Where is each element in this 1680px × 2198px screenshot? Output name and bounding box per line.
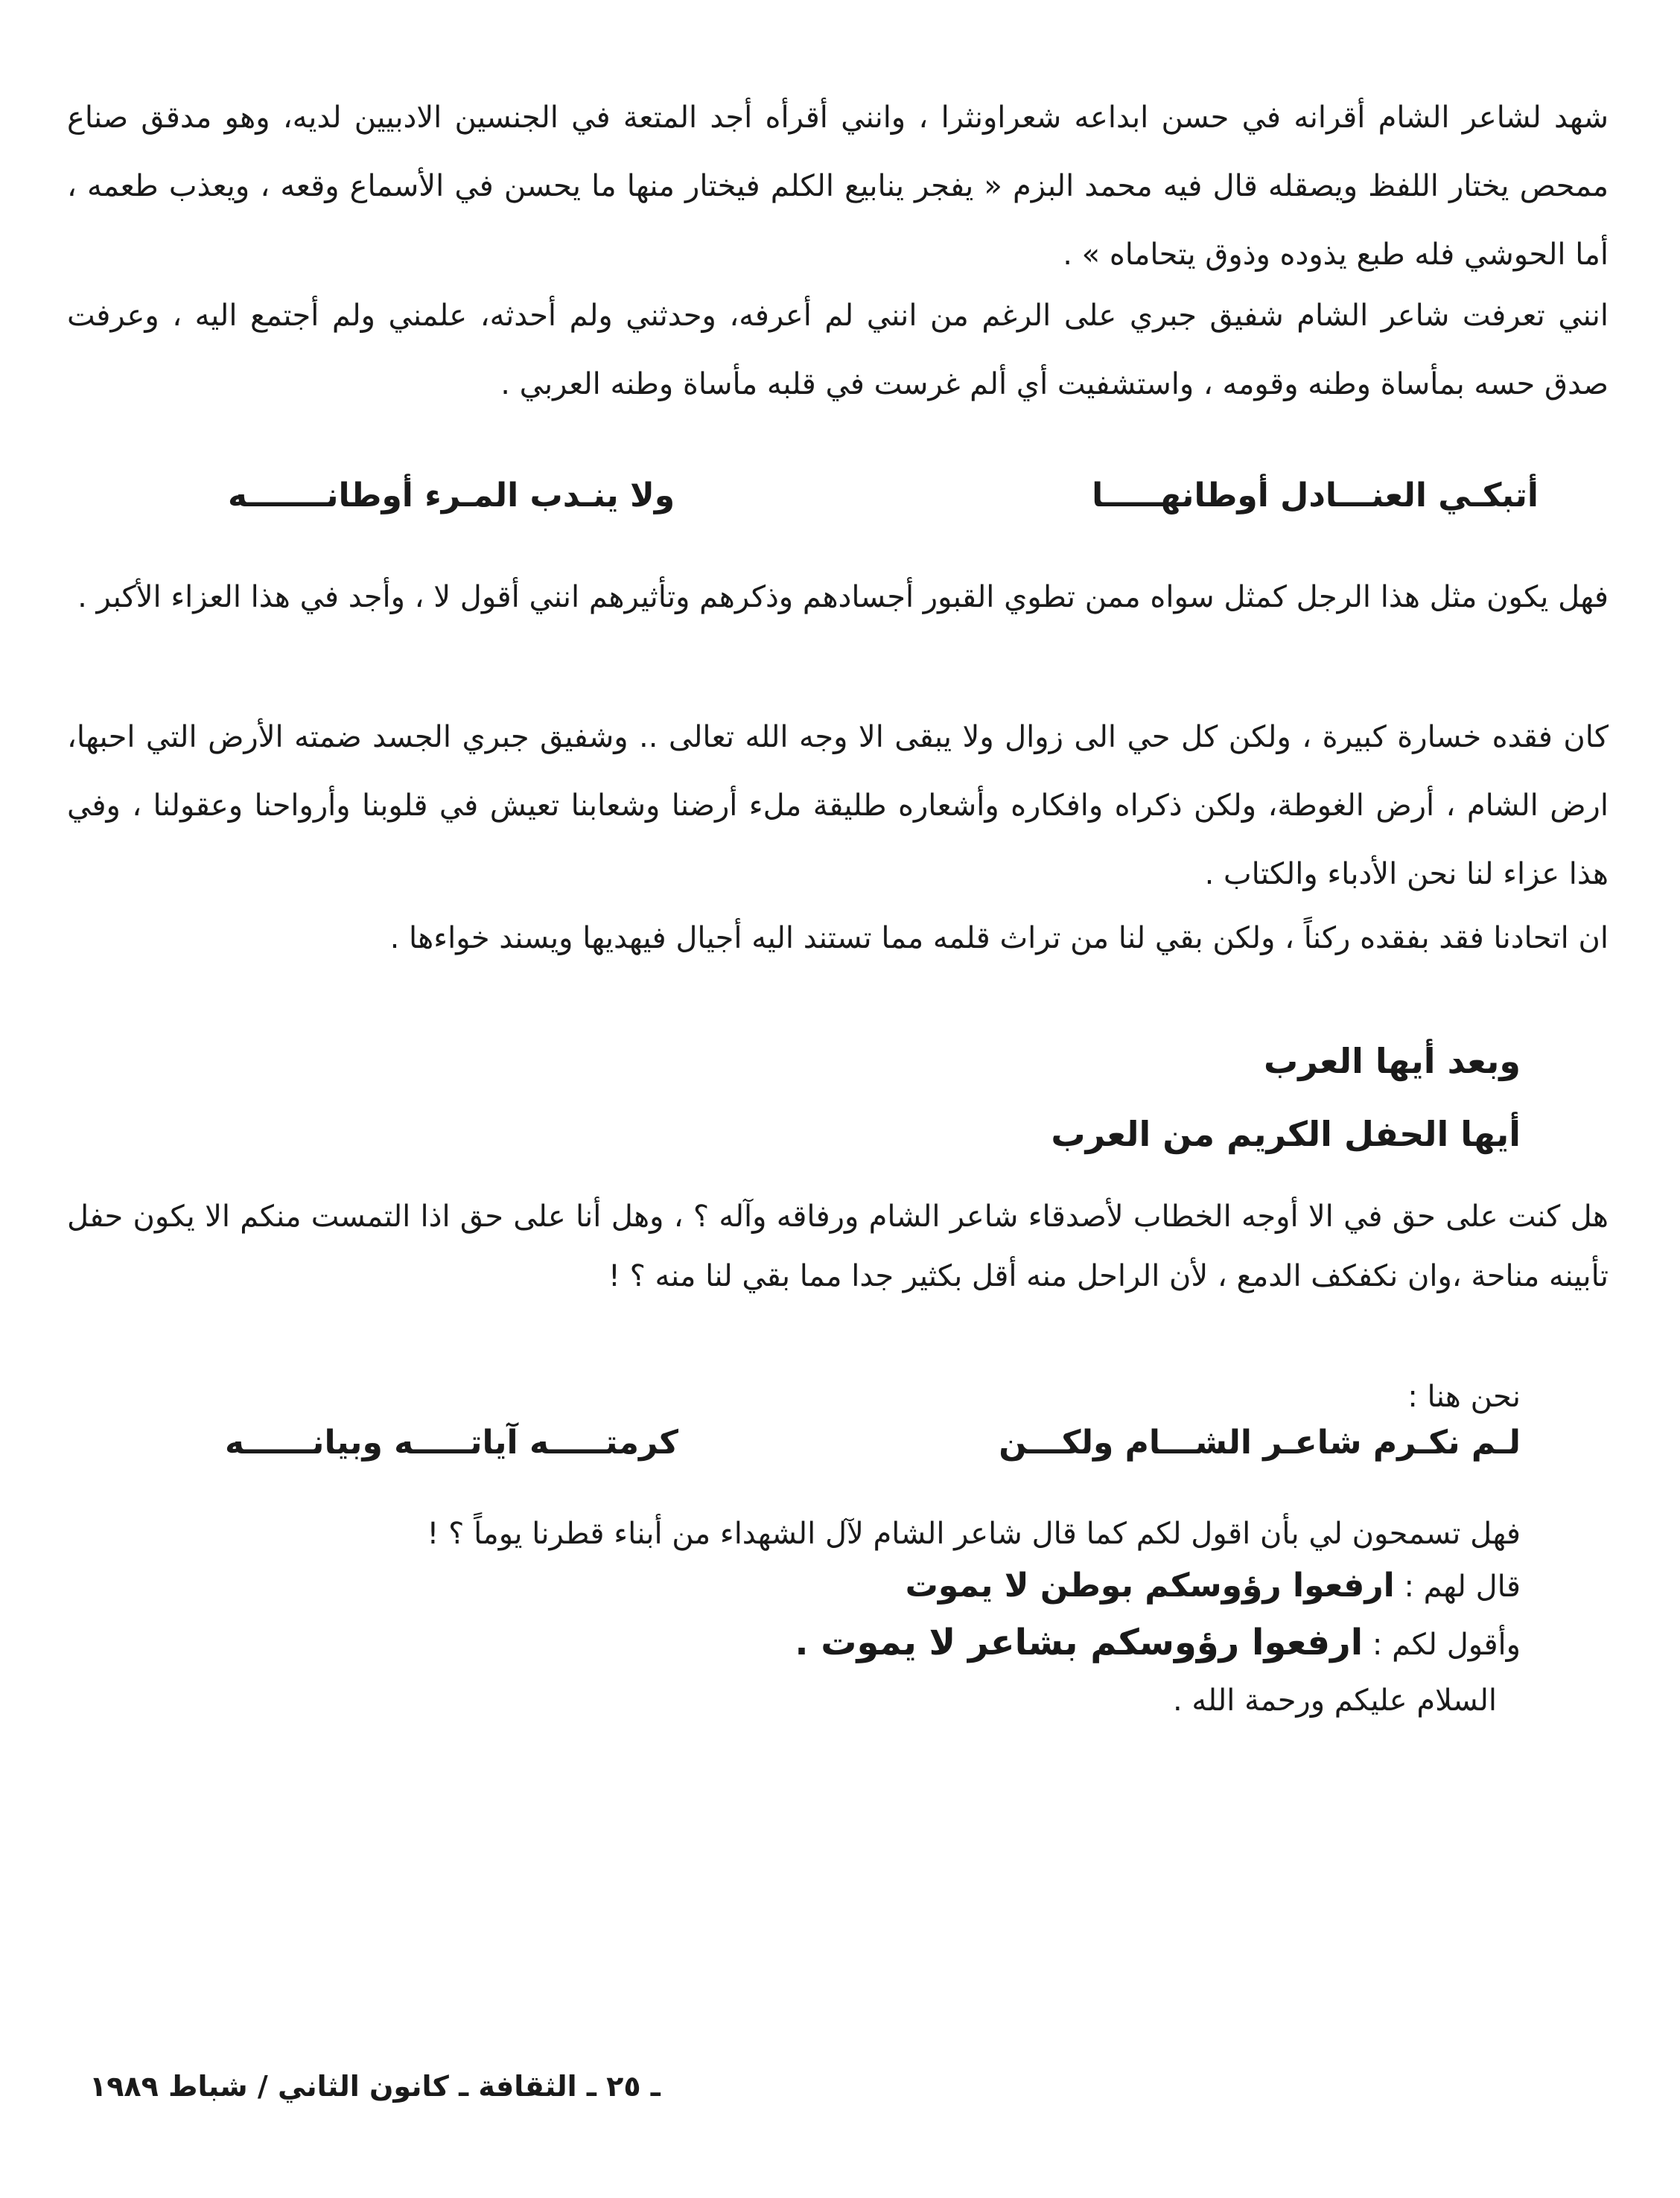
quote-text: ارفعوا رؤوسكم بشاعر لا يموت . xyxy=(795,1622,1364,1663)
verse-line-2 xyxy=(225,1424,1521,1462)
quote-prefix: قال لهم : xyxy=(1404,1570,1521,1604)
paragraph-text: هل كنت على حق في الا أوجه الخطاب لأصدقاء شاعر الشام ورفاقه وآله ؟ ، وهل أنا على حق اذا التمست منكم الا يكون حفل تأبينه مناحة ،وان نكفكف الدمع ، لأن الراحل منه أقل بكثير جدا مما بقي لنا منه ؟ ! xyxy=(67,1200,1609,1293)
quote-text: ارفعوا رؤوسكم بوطن لا يموت xyxy=(905,1567,1395,1605)
page-footer: ـ ٢٥ ـ الثقافة ـ كانون الثاني / شباط ١٩٨٩ xyxy=(89,2070,661,2103)
paragraph-union xyxy=(67,904,1609,972)
paragraph-text: انني تعرفت شاعر الشام شفيق جبري على الرغم من انني لم أعرفه، وحدثني ولم أحدثه، علمني ولم أجتمع اليه ، وعرفت صدق حسه بمأساة وطنه وقومه ، واستشفيت أي ألم غرست في قلبه مأساة وطنه العربي . xyxy=(67,299,1609,401)
verse-hemistich-second: ولا ينـدب المـرء أوطانـــــــه xyxy=(228,477,675,515)
request-line: فهل تسمحون لي بأن اقول لكم كما قال شاعر الشام لآل الشهداء من أبناء قطرنا يوماً ؟ ! xyxy=(427,1517,1521,1551)
paragraph-question xyxy=(67,563,1609,631)
heading-audience: أيها الحفل الكريم من العرب xyxy=(1051,1114,1521,1154)
we-here-line: نحن هنا : xyxy=(1407,1380,1521,1414)
paragraph-text: شهد لشاعر الشام أقرانه في حسن ابداعه شعراونثرا ، وانني أقرأه أجد المتعة في الجنسين الادبيين لديه، وهو مدقق صناع ممحص يختار اللفظ ويصقله قال فيه محمد البزم « يفجر ينابيع الكلم فيختار منها ما يحسن في الأسماع وقعه ، ويعذب طعمه ، أما الحوشي فله طبع يذوده وذوق يتحاماه » . xyxy=(67,101,1609,272)
verse-hemistich-first: أتبكـي العنـــادل أوطانهـــــا xyxy=(1092,477,1539,515)
paragraph-text: كان فقده خسارة كبيرة ، ولكن كل حي الى زوال ولا يبقى الا وجه الله تعالى .. وشفيق جبري الجسد ضمته الأرض التي احبها، ارض الشام ، أرض الغوطة، ولكن ذكراه وافكاره وأشعاره طليقة ملء أرضنا وشعابنا تعيش في قلوبنا وأرواحنا وعقولنا ، وفي هذا عزاء لنا نحن الأدباء والكتاب . xyxy=(67,720,1609,891)
closing-salutation: السلام عليكم ورحمة الله . xyxy=(1173,1683,1497,1718)
paragraph-text: ان اتحادنا فقد بفقده ركناً ، ولكن بقي لنا من تراث قلمه مما تستند اليه أجيال فيهديها ويسند خواءها . xyxy=(389,921,1609,955)
verse-hemistich-second: كرمتـــــه آياتـــــه وبيانــــــه xyxy=(225,1424,678,1462)
verse-line-1 xyxy=(228,477,1539,515)
paragraph-acquaintance xyxy=(67,281,1609,418)
heading-arabs: وبعد أيها العرب xyxy=(1264,1041,1521,1081)
paragraph-loss xyxy=(67,703,1609,908)
quote-prefix: وأقول لكم : xyxy=(1372,1628,1521,1662)
verse-hemistich-first: لـم نكـرم شاعـر الشـــام ولكـــن xyxy=(999,1424,1521,1462)
paragraph-intro xyxy=(67,83,1609,289)
quote-line-1 xyxy=(906,1564,1521,1609)
quote-line-2 xyxy=(795,1620,1521,1667)
paragraph-text: فهل يكون مثل هذا الرجل كمثل سواه ممن تطوي القبور أجسادهم وذكرهم وتأثيرهم انني أقول لا ، وأجد في هذا العزاء الأكبر . xyxy=(77,580,1609,614)
paragraph-address xyxy=(67,1187,1609,1306)
